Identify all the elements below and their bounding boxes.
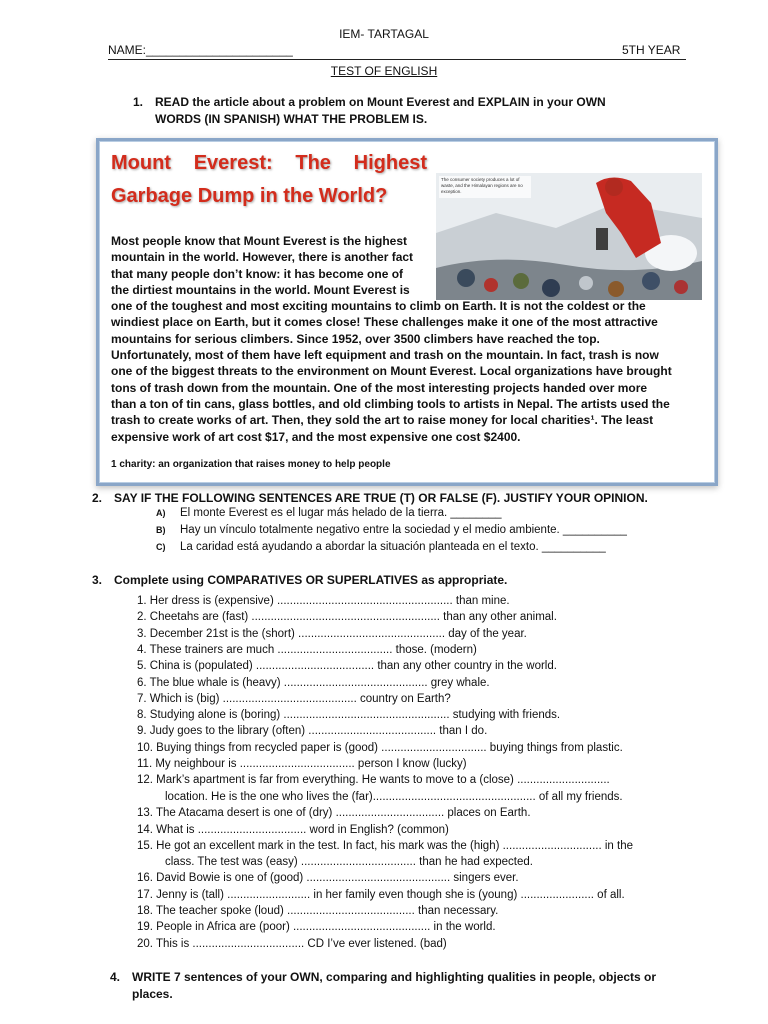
article-footnote: 1 charity: an organization that raises money to help people — [111, 459, 391, 470]
article-line: tons of trash down from the mountain. One of the most interesting projects handed over more — [111, 380, 648, 395]
name-field[interactable]: NAME:______________________ — [108, 43, 293, 57]
exercise-item-continued[interactable]: location. He is the one who lives the (far)................................................... of all my friends. — [165, 791, 623, 803]
exercise-item[interactable]: 7. Which is (big) .......................................... country on Earth? — [137, 693, 451, 705]
exercise-item[interactable]: 4. These trainers are much .................................... those. (modern) — [137, 644, 477, 656]
question-2-title: SAY IF THE FOLLOWING SENTENCES ARE TRUE (T) OR FALSE (F). JUSTIFY YOUR OPINION. — [114, 491, 648, 505]
question-2-number: 2. — [92, 491, 103, 505]
exercise-item[interactable]: 16. David Bowie is one of (good) ............................................. singers ever. — [137, 872, 519, 884]
article-title-word: Mount — [111, 152, 171, 174]
article-body — [111, 233, 703, 445]
exercise-item[interactable]: 1. Her dress is (expensive) ....................................................... than mine. — [137, 595, 510, 607]
test-title: TEST OF ENGLISH — [330, 64, 438, 78]
exercise-item[interactable]: 10. Buying things from recycled paper is (good) ................................. buying things from plastic. — [137, 742, 623, 754]
article-line: than a ton of tin cans, glass bottles, and old climbing tools to artists in Nepal. The artists used the — [111, 396, 670, 411]
article-line: that many people don’t know: it has become one of — [111, 266, 404, 281]
article-line: Unfortunately, most of them have left equipment and trash on the mountain. In fact, trash is now — [111, 348, 659, 363]
exercise-item[interactable]: 12. Mark’s apartment is far from everything. He wants to move to a (close) ............................. — [137, 774, 610, 786]
item-letter: B) — [156, 525, 166, 535]
exercise-item[interactable]: 13. The Atacama desert is one of (dry) .................................. places on Earth. — [137, 807, 531, 819]
exercise-item[interactable]: 6. The blue whale is (heavy) ............................................. grey whale. — [137, 677, 490, 689]
item-text: Hay un vínculo totalmente negativo entre la sociedad y el medio ambiente. __________ — [180, 524, 627, 536]
article-line: expensive work of art cost $17, and the most expensive one cost $2400. — [111, 429, 521, 444]
article-box — [96, 138, 718, 486]
article-title — [111, 147, 427, 213]
exercise-item[interactable]: 20. This is ................................... CD I’ve ever listened. (bad) — [137, 938, 447, 950]
question-4-line2: places. — [132, 987, 173, 1001]
exercise-item[interactable]: 3. December 21st is the (short) .............................................. day of the year. — [137, 628, 527, 640]
article-line: the dirtiest mountains in the world. Mount Everest is — [111, 282, 410, 297]
exercise-item[interactable]: 2. Cheetahs are (fast) ........................................................... than any other animal. — [137, 611, 557, 623]
item-text: La caridad está ayudando a abordar la situación planteada en el texto. __________ — [180, 541, 606, 553]
exercise-item[interactable]: 15. He got an excellent mark in the test. In fact, his mark was the (high) ............................... in the — [137, 840, 633, 852]
exercise-item-continued[interactable]: class. The test was (easy) .................................... than he had expected. — [165, 856, 533, 868]
exercise-item[interactable]: 8. Studying alone is (boring) .................................................... studying with friends. — [137, 709, 561, 721]
article-line: one of the toughest and most exciting mountains to climb on Earth. It is not the coldest or the — [111, 299, 646, 314]
item-text: El monte Everest es el lugar más helado de la tierra. ________ — [180, 507, 502, 519]
article-title-word: Everest: — [193, 152, 273, 174]
article-title-word: The — [295, 152, 331, 174]
question-4-line1: WRITE 7 sentences of your OWN, comparing and highlighting qualities in people, objects or — [132, 970, 657, 984]
question-1-line2: WORDS (IN SPANISH) WHAT THE PROBLEM IS. — [155, 112, 428, 126]
item-letter: C) — [156, 542, 166, 552]
question-3-number: 3. — [92, 573, 103, 587]
header-rule — [108, 59, 686, 60]
true-false-item[interactable] — [156, 507, 502, 519]
exercise-item[interactable]: 14. What is .................................. word in English? (common) — [137, 824, 449, 836]
question-3 — [92, 572, 507, 589]
article-line: mountain in the world. However, there is another fact — [111, 250, 414, 265]
item-letter: A) — [156, 508, 166, 518]
true-false-item[interactable] — [156, 524, 627, 536]
question-2 — [92, 490, 648, 507]
question-4-number: 4. — [110, 970, 121, 984]
exercise-item[interactable]: 5. China is (populated) ..................................... than any other country in the world. — [137, 660, 557, 672]
article-line: mountains for serious climbers. Since 1952, over 3500 climbers have reached the top. — [111, 331, 600, 346]
exercise-item[interactable]: 17. Jenny is (tall) .......................... in her family even though she is (young) ....................... of all. — [137, 889, 625, 901]
photo-caption: The consumer society produces a lot of waste, and the Himalayan regions are no exception. — [441, 177, 523, 194]
article-line: windiest place on Earth, but it comes close! These challenges make it one of the most attractive — [111, 315, 658, 330]
true-false-item[interactable] — [156, 541, 606, 553]
article-line: Most people know that Mount Everest is the highest — [111, 234, 408, 248]
article-line: one of the biggest threats to the environment on Mount Everest. Local organizations have brought — [111, 364, 672, 379]
school-name: IEM- TARTAGAL — [339, 27, 429, 41]
year-label: 5TH YEAR — [622, 43, 681, 57]
question-3-title: Complete using COMPARATIVES OR SUPERLATIVES as appropriate. — [114, 573, 508, 587]
article-line: trash to create works of art. Then, they sold the art to raise money for local charities¹. The least — [111, 413, 654, 428]
article-title-line2: Garbage Dump in the World? — [111, 185, 388, 207]
question-4 — [110, 969, 688, 1003]
exercise-item[interactable]: 9. Judy goes to the library (often) ........................................ than I do. — [137, 725, 488, 737]
question-1 — [133, 94, 693, 128]
article-title-word: Highest — [353, 152, 427, 174]
exercise-item[interactable]: 18. The teacher spoke (loud) ........................................ than necessary. — [137, 905, 499, 917]
question-1-number: 1. — [133, 95, 144, 109]
exercise-item[interactable]: 19. People in Africa are (poor) ........................................... in the world. — [137, 921, 496, 933]
question-1-line1: READ the article about a problem on Mount Everest and EXPLAIN in your OWN — [155, 95, 606, 109]
exercise-item[interactable]: 11. My neighbour is .................................... person I know (lucky) — [137, 758, 467, 770]
